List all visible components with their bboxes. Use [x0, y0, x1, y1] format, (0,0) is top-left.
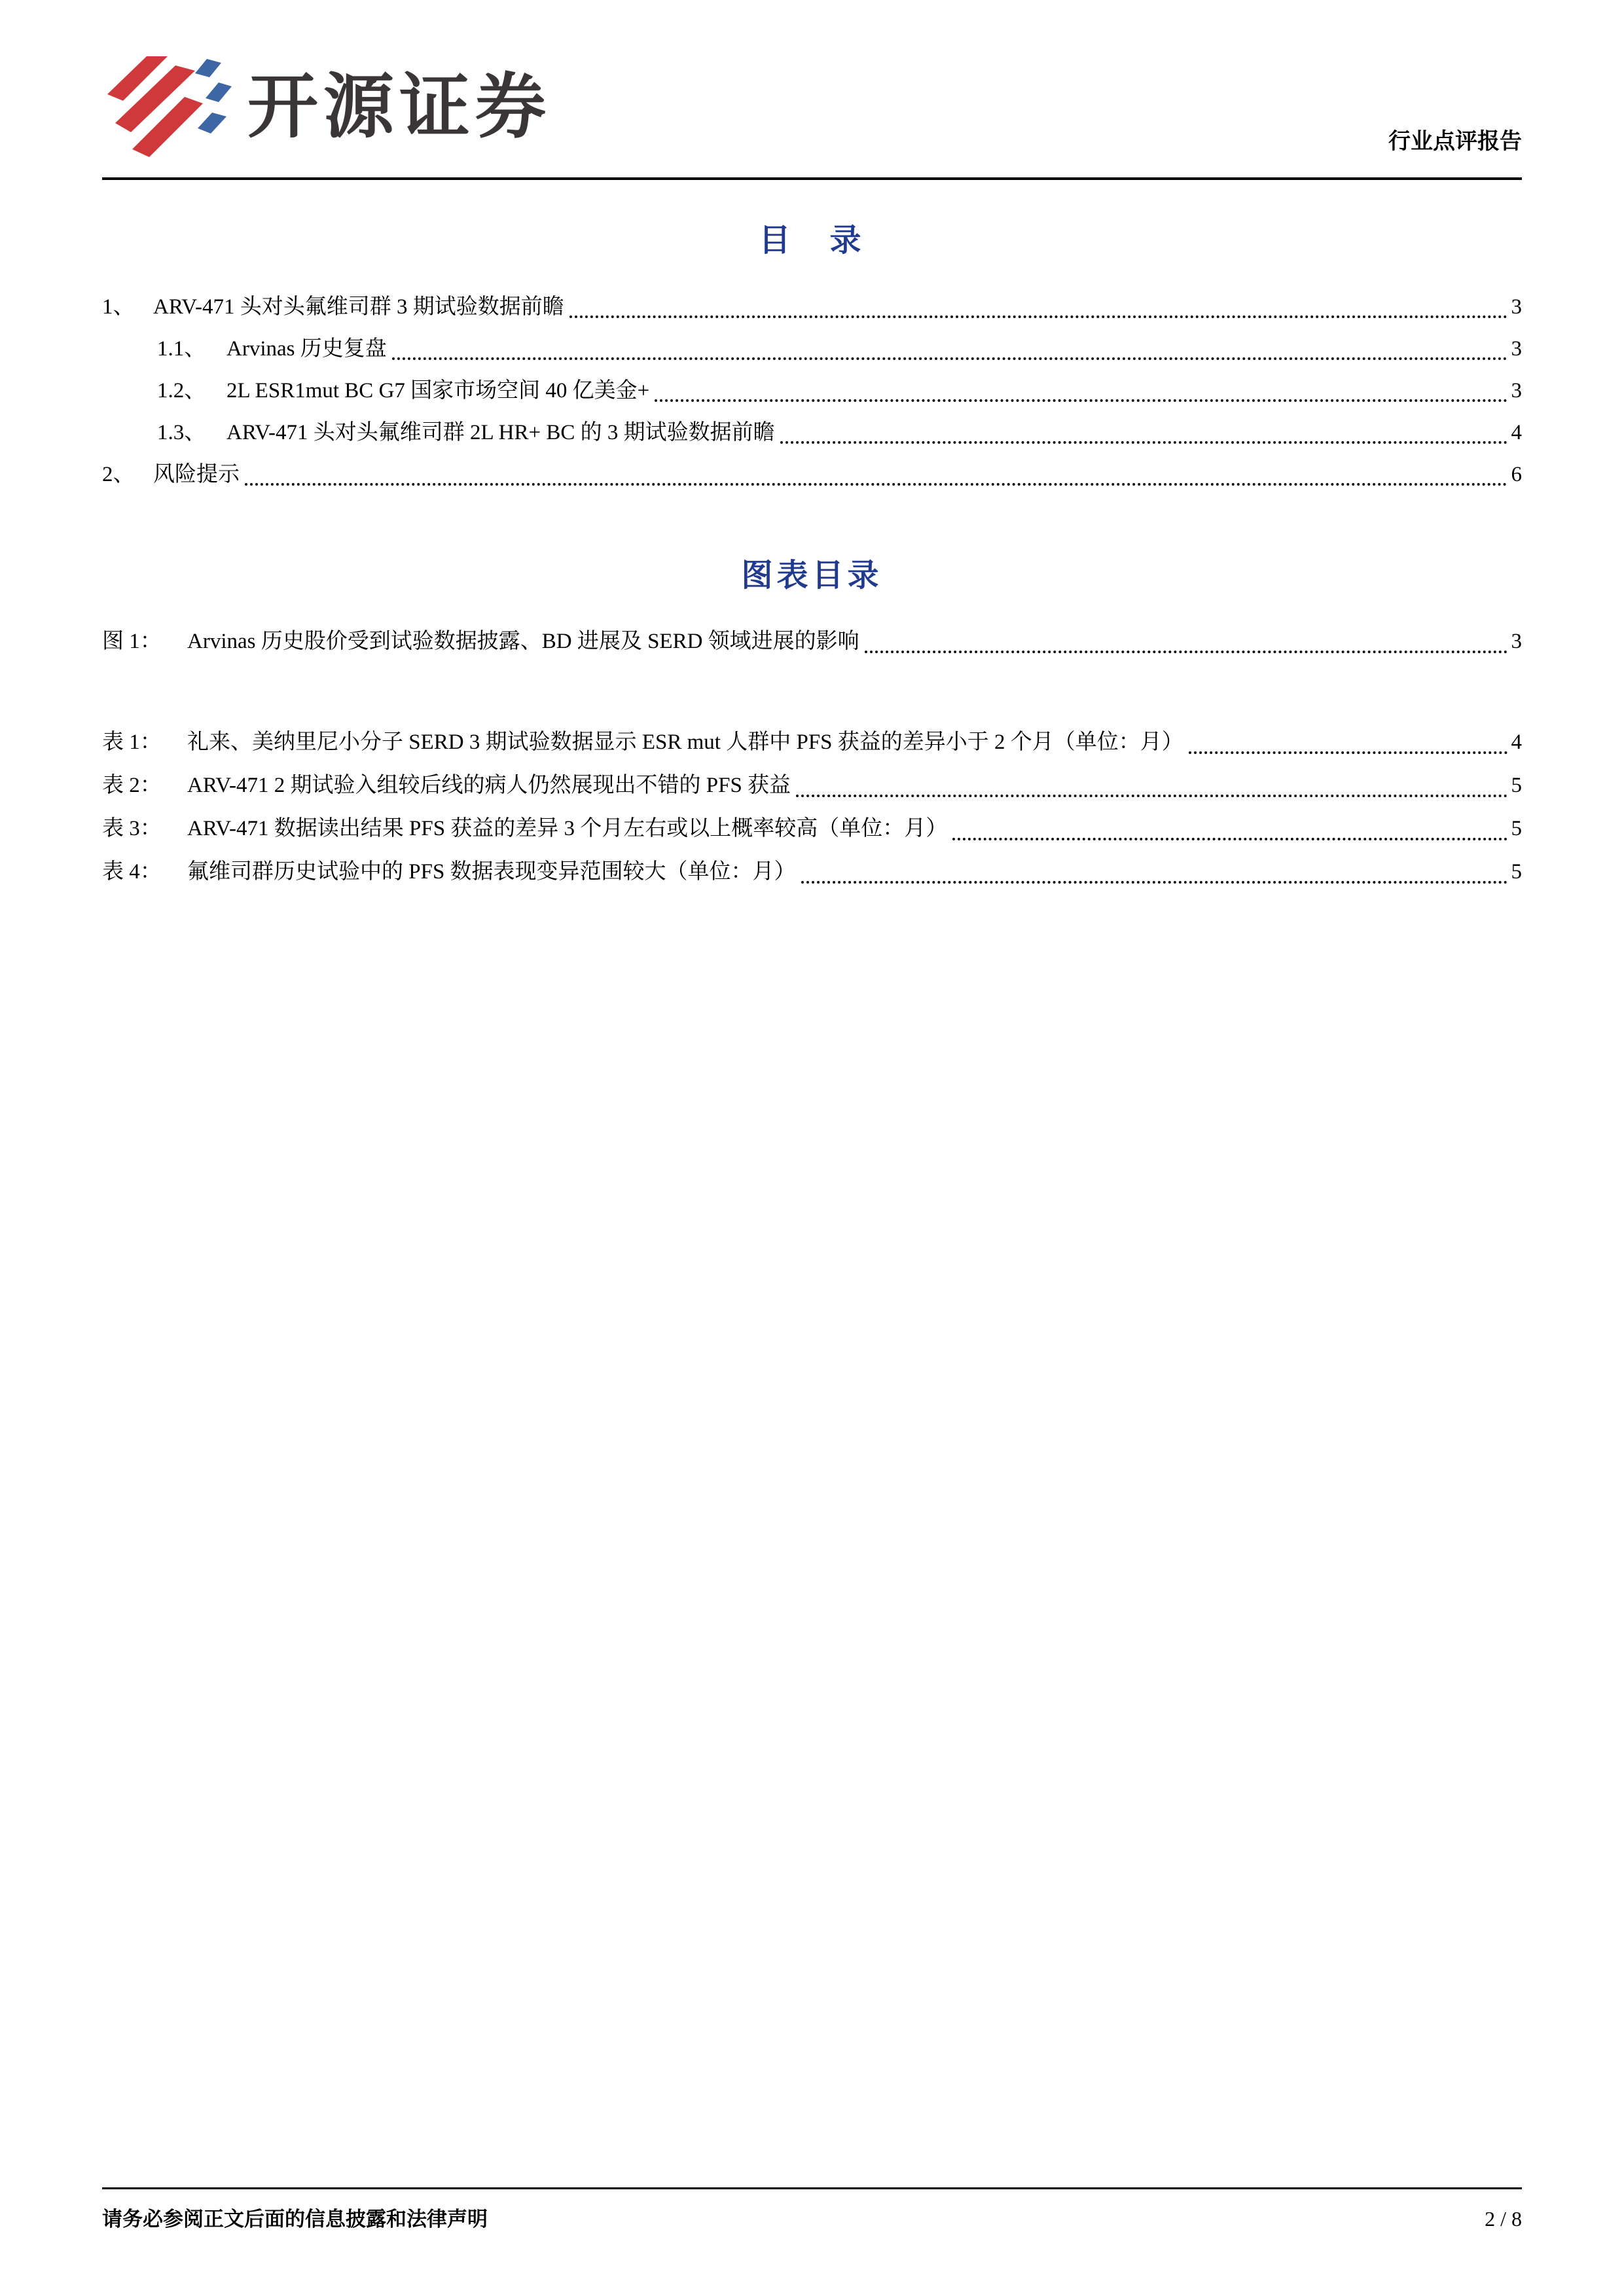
toc-item-page: 3: [1511, 337, 1522, 361]
toc-item-number: 2、: [102, 463, 135, 486]
page-header: [102, 54, 1522, 180]
figure-item-title: Arvinas 历史股价受到试验数据披露、BD 进展及 SERD 领域进展的影响: [187, 630, 859, 653]
page-footer: [102, 2187, 1522, 2232]
toc-item-title: 2L ESR1mut BC G7 国家市场空间 40 亿美金+: [226, 379, 650, 403]
brand-logo: [102, 54, 551, 162]
footer-disclaimer: 请务必参阅正文后面的信息披露和法律声明: [102, 2208, 488, 2231]
report-type-label: 行业点评报告: [1388, 130, 1522, 154]
toc-item[interactable]: [102, 454, 1522, 495]
toc-leader-dots: [796, 795, 1507, 797]
toc-item-number: 1.3、: [157, 421, 206, 444]
figure-item-title: ARV-471 2 期试验入组较后线的病人仍然展现出不错的 PFS 获益: [187, 774, 791, 797]
toc-item[interactable]: [102, 286, 1522, 328]
toc-item[interactable]: [102, 412, 1522, 454]
figure-item-page: 5: [1511, 860, 1522, 884]
figure-item[interactable]: [102, 850, 1522, 893]
toc-item-page: 3: [1511, 295, 1522, 319]
toc-leader-dots: [655, 399, 1507, 402]
toc-leader-dots: [1189, 751, 1507, 754]
figures-title: 图表目录: [741, 558, 883, 593]
toc-item-title: 风险提示: [153, 463, 240, 486]
toc-list: [102, 286, 1522, 495]
figure-item[interactable]: [102, 620, 1522, 663]
toc-item-title: ARV-471 头对头氟维司群 2L HR+ BC 的 3 期试验数据前瞻: [226, 421, 775, 444]
figure-item[interactable]: [102, 764, 1522, 807]
toc-title: 目 录: [759, 223, 865, 258]
toc-leader-dots: [392, 357, 1507, 360]
figures-list: [102, 620, 1522, 893]
toc-leader-dots: [780, 441, 1507, 444]
figure-item-page: 3: [1511, 630, 1522, 653]
figure-item-page: 4: [1511, 730, 1522, 754]
figure-item-title: 礼来、美纳里尼小分子 SERD 3 期试验数据显示 ESR mut 人群中 PFS 获益的差异小于 2 个月（单位：月）: [187, 730, 1183, 754]
figure-item-number: 表 2：: [102, 774, 162, 797]
toc-item-page: 4: [1511, 421, 1522, 444]
toc-leader-dots: [245, 483, 1507, 486]
toc-item-page: 6: [1511, 463, 1522, 486]
figure-item-number: 表 4：: [102, 860, 162, 884]
figure-item-page: 5: [1511, 817, 1522, 840]
toc-leader-dots: [801, 881, 1507, 884]
toc-leader-dots: [865, 651, 1507, 653]
footer-divider: [102, 2187, 1522, 2189]
figure-item-title: 氟维司群历史试验中的 PFS 数据表现变异范围较大（单位：月）: [187, 860, 796, 884]
brand-logo-text: 开源证券: [247, 68, 552, 147]
toc-leader-dots: [952, 838, 1507, 840]
toc-item[interactable]: [102, 328, 1522, 370]
page-number: 2 / 8: [1485, 2207, 1522, 2231]
figure-item-number: 表 1：: [102, 730, 162, 754]
figure-item-page: 5: [1511, 774, 1522, 797]
figure-item-number: 表 3：: [102, 817, 162, 840]
toc-item-number: 1、: [102, 295, 135, 319]
toc-item-number: 1.2、: [157, 379, 206, 403]
figure-item-title: ARV-471 数据读出结果 PFS 获益的差异 3 个月左右或以上概率较高（单位：月）: [187, 817, 948, 840]
toc-leader-dots: [569, 315, 1507, 318]
figure-item[interactable]: [102, 807, 1522, 850]
toc-item-number: 1.1、: [157, 337, 206, 361]
header-divider: [102, 177, 1522, 180]
toc-item[interactable]: [102, 370, 1522, 412]
figure-item-number: 图 1：: [102, 630, 162, 653]
figure-item[interactable]: [102, 721, 1522, 764]
toc-item-title: Arvinas 历史复盘: [226, 337, 387, 361]
toc-item-page: 3: [1511, 379, 1522, 403]
toc-item-title: ARV-471 头对头氟维司群 3 期试验数据前瞻: [153, 295, 564, 319]
brand-logo-icon: [102, 54, 233, 162]
